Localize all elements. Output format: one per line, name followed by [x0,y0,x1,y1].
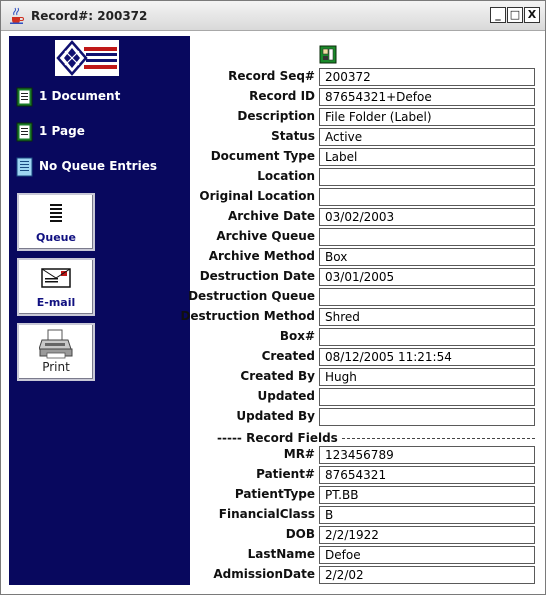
field-row-location [191,168,536,186]
archive-method-field[interactable]: Box [319,248,535,266]
java-coffee-icon [9,7,25,25]
field-label: Document Type [210,149,315,163]
field-label: Status [271,129,315,143]
field-label: Archive Date [227,209,315,223]
field-row-mr [191,446,536,464]
field-row-last-name [191,546,536,564]
window-title: Record#: 200372 [31,9,148,23]
created-by-field[interactable]: Hugh [319,368,535,386]
record-type-icon [319,45,337,64]
destruction-date-field[interactable]: 03/01/2005 [319,268,535,286]
location-field[interactable] [319,168,535,186]
created-field[interactable]: 08/12/2005 11:21:54 [319,348,535,366]
field-row-destruction-method [180,308,536,326]
record-seq-field[interactable]: 200372 [319,68,535,86]
record-fields-heading: ----- Record Fields [217,431,341,445]
page-count-label: 1 Page [39,124,85,138]
field-label: Archive Method [208,249,315,263]
destruction-queue-field[interactable] [319,288,535,306]
field-row-description [191,108,536,126]
field-row-admission-date [191,566,536,584]
field-row-archive-date [191,208,536,226]
field-label: Original Location [199,189,315,203]
patient-type-field[interactable]: PT.BB [319,486,535,504]
printer-icon [39,329,73,359]
queue-button-label: Queue [36,231,76,244]
field-label: Patient# [256,467,315,481]
field-label: Record Seq# [228,69,315,83]
field-label: Archive Queue [216,229,315,243]
company-logo [55,40,119,76]
box-number-field[interactable] [319,328,535,346]
email-button[interactable] [17,258,95,316]
field-label: LastName [247,547,315,561]
field-label: Updated By [236,409,315,423]
queue-icon [47,202,65,224]
field-label: Created [261,349,315,363]
document-type-field[interactable]: Label [319,148,535,166]
field-label: Destruction Date [199,269,315,283]
field-row-record-id [191,88,536,106]
print-button[interactable] [17,323,95,381]
field-label: Location [257,169,315,183]
original-location-field[interactable] [319,188,535,206]
close-button[interactable]: X [524,7,540,23]
field-row-document-type [191,148,536,166]
email-icon [41,267,71,289]
field-label: Box# [279,329,315,343]
field-row-destruction-queue [188,288,536,306]
field-label: Destruction Method [180,309,315,323]
document-icon [16,87,34,107]
patient-number-field[interactable]: 87654321 [319,466,535,484]
financial-class-field[interactable]: B [319,506,535,524]
field-label: Updated [257,389,315,403]
field-row-record-seq [191,68,536,86]
updated-field[interactable] [319,388,535,406]
field-row-financial-class [191,506,536,524]
print-button-label: Print [42,360,70,374]
field-label: Description [237,109,315,123]
field-label: Created By [240,369,315,383]
field-row-updated-by [191,408,536,426]
queue-list-icon [16,157,34,177]
side-panel [9,36,190,585]
field-row-status [191,128,536,146]
field-row-created-by [191,368,536,386]
field-row-archive-queue [191,228,536,246]
field-row-original-location [191,188,536,206]
field-row-dob [191,526,536,544]
field-row-patient-number [191,466,536,484]
status-field[interactable]: Active [319,128,535,146]
logo-icon [55,40,119,76]
field-row-destruction-date [191,268,536,286]
dob-field[interactable]: 2/2/1922 [319,526,535,544]
mr-field[interactable]: 123456789 [319,446,535,464]
archive-date-field[interactable]: 03/02/2003 [319,208,535,226]
title-bar[interactable] [1,1,545,31]
queue-entries-label: No Queue Entries [39,159,157,173]
field-label: Record ID [249,89,315,103]
field-row-updated [191,388,536,406]
destruction-method-field[interactable]: Shred [319,308,535,326]
page-icon [16,122,34,142]
field-label: DOB [285,527,315,541]
archive-queue-field[interactable] [319,228,535,246]
field-row-created [191,348,536,366]
minimize-button[interactable]: _ [490,7,506,23]
queue-button[interactable] [17,193,95,251]
last-name-field[interactable]: Defoe [319,546,535,564]
field-label: PatientType [234,487,315,501]
updated-by-field[interactable] [319,408,535,426]
email-button-label: E-mail [36,296,76,309]
field-row-patient-type [191,486,536,504]
field-label: AdmissionDate [213,567,315,581]
description-field[interactable]: File Folder (Label) [319,108,535,126]
field-label: Destruction Queue [188,289,315,303]
field-row-box-number [191,328,536,346]
document-count-label: 1 Document [39,89,121,103]
field-row-archive-method [191,248,536,266]
maximize-button[interactable]: □ [507,7,523,23]
record-id-field[interactable]: 87654321+Defoe [319,88,535,106]
field-label: MR# [283,447,315,461]
admission-date-field[interactable]: 2/2/02 [319,566,535,584]
record-fields-divider [217,431,535,445]
field-label: FinancialClass [218,507,315,521]
